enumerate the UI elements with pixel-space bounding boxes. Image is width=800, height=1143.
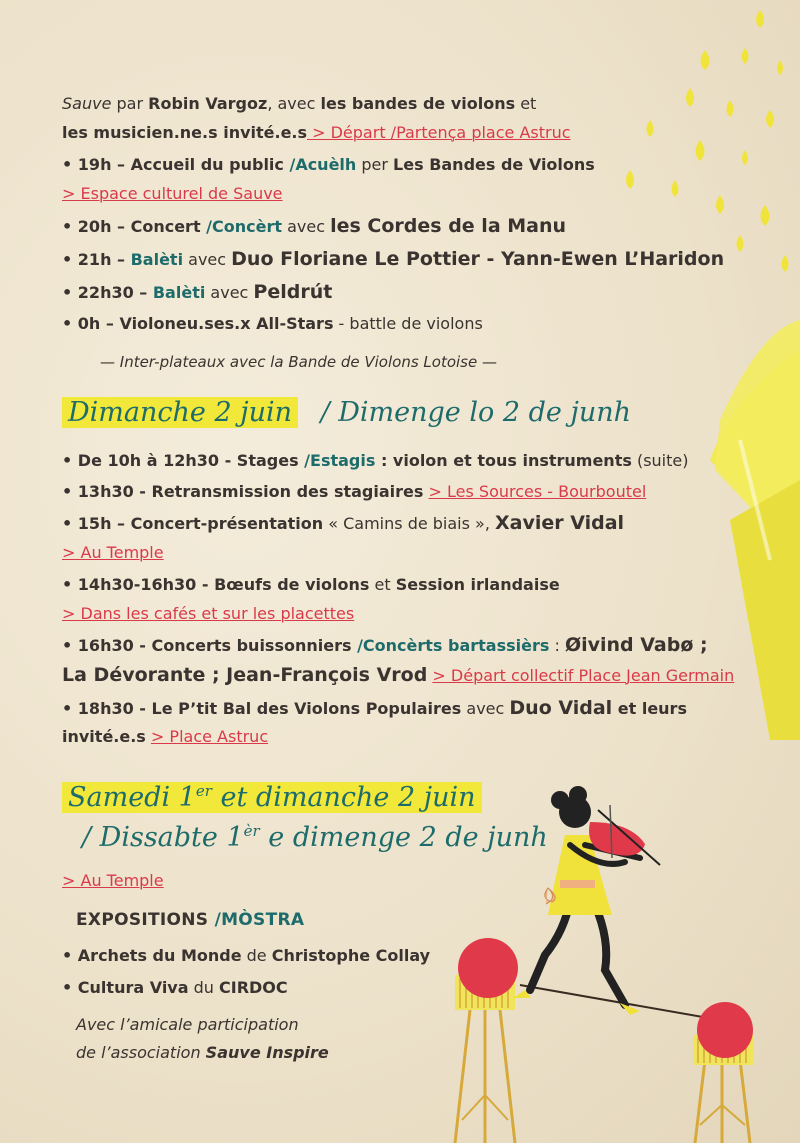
- weekend-title-sup: er: [195, 782, 212, 800]
- exhibitions-heading: [76, 910, 304, 930]
- connector-text: avec: [205, 283, 254, 302]
- time-label: • De 10h à 12h30 - Stages: [62, 451, 305, 470]
- association-name: Sauve Inspire: [205, 1043, 329, 1062]
- time-label: • 15h – Concert-présentation: [62, 514, 324, 533]
- intro-text: et: [515, 94, 537, 113]
- occitan-label: /Estagis: [304, 451, 376, 470]
- connector-text: du: [188, 978, 219, 997]
- weekend-title-fr: [62, 782, 482, 813]
- occitan-label: /Concèrts bartassièrs: [357, 636, 550, 655]
- artist-name: CIRDOC: [219, 978, 288, 997]
- schedule-location-line: [62, 183, 283, 205]
- sunday-heading: [62, 397, 631, 428]
- location-link[interactable]: > Espace culturel de Sauve: [62, 184, 283, 203]
- departure-link[interactable]: > Départ /Partença place Astruc: [307, 123, 571, 142]
- exhibition-name: • Archets du Monde: [62, 946, 242, 965]
- concert-title: « Camins de biais »,: [323, 514, 496, 533]
- connector-text: de: [241, 946, 272, 965]
- town-name: Sauve: [62, 94, 112, 113]
- sunday-item-stages: [62, 450, 688, 472]
- schedule-item-22h30: [62, 281, 332, 304]
- intro-text: par: [111, 94, 149, 113]
- performer-name: Peldrút: [253, 281, 333, 303]
- activity-text: : violon et tous instruments: [375, 451, 632, 470]
- time-label: • 0h – Violoneu.ses.x All-Stars: [62, 314, 334, 333]
- thanks-text: de l’association: [76, 1043, 206, 1062]
- weekend-location-line: [62, 870, 164, 892]
- weekend-title-part: / Dissabte 1: [82, 822, 244, 853]
- connector-text: per: [356, 155, 394, 174]
- location-link[interactable]: > Au Temple: [62, 543, 164, 562]
- occitan-label: /MÒSTRA: [214, 910, 305, 930]
- connector-text: avec: [183, 250, 232, 269]
- schedule-item-20h: [62, 215, 566, 238]
- sunday-location-line: [62, 603, 354, 625]
- weekend-heading-fr: [62, 782, 482, 813]
- time-label: • 19h – Accueil du public: [62, 155, 290, 174]
- time-label: • 20h – Concert: [62, 217, 207, 236]
- sunday-item-buissonniers: [62, 634, 708, 657]
- sunday-location-line: [62, 542, 164, 564]
- location-link[interactable]: > Au Temple: [62, 871, 164, 890]
- sunday-performers-line: [62, 664, 734, 687]
- activity-text: et leurs: [612, 699, 687, 718]
- location-link[interactable]: > Départ collectif Place Jean Germain: [432, 666, 735, 685]
- sunday-guests-line: [62, 726, 268, 748]
- intro-line-2: [62, 122, 571, 144]
- connector-text: et: [369, 575, 396, 594]
- sunday-item-boeufs: [62, 574, 560, 596]
- time-label: • 22h30 –: [62, 283, 153, 302]
- weekend-heading-oc: [82, 822, 548, 853]
- connector-text: avec: [461, 699, 510, 718]
- sunday-item-ptit-bal: [62, 697, 687, 720]
- time-label: • 14h30-16h30 - Bœufs de violons: [62, 575, 370, 594]
- activity-text: Session irlandaise: [395, 575, 560, 594]
- performer-name: La Dévorante ; Jean-François Vrod: [62, 664, 428, 686]
- performer-name: Duo Vidal: [509, 697, 613, 719]
- performer-name: les Cordes de la Manu: [330, 215, 567, 237]
- bands-name: les bandes de violons: [320, 94, 516, 113]
- time-label: • 18h30 - Le P’tit Bal des Violons Populaires: [62, 699, 462, 718]
- sunday-item-concert: [62, 512, 624, 535]
- thanks-line-2: [76, 1042, 329, 1064]
- exhibition-item-2: [62, 977, 288, 999]
- connector-text: avec: [282, 217, 331, 236]
- performer-name: Duo Floriane Le Pottier - Yann-Ewen L’Haridon: [231, 248, 725, 270]
- time-label: • 16h30 - Concerts buissonniers: [62, 636, 358, 655]
- time-label: • 21h –: [62, 250, 131, 269]
- artist-name: Christophe Collay: [271, 946, 431, 965]
- exhibition-name: • Cultura Viva: [62, 978, 189, 997]
- guests-text: invité.e.s: [62, 727, 146, 746]
- occitan-label: /Concèrt: [206, 217, 283, 236]
- schedule-item-19h: [62, 154, 595, 176]
- performer-name: Les Bandes de Violons: [393, 155, 595, 174]
- note-text: (suite): [631, 451, 689, 470]
- sunday-title-oc: / Dimenge lo 2 de junh: [320, 397, 631, 428]
- schedule-item-21h: [62, 248, 724, 271]
- guests-text: les musicien.ne.s invité.e.s: [62, 123, 308, 142]
- intro-line-1: [62, 93, 536, 115]
- performer-name: Xavier Vidal: [495, 512, 625, 534]
- location-link[interactable]: > Les Sources - Bourboutel: [428, 482, 647, 501]
- connector-text: - battle de violons: [333, 314, 483, 333]
- occitan-label: Balèti: [152, 283, 206, 302]
- sunday-title-fr: Dimanche 2 juin: [62, 397, 298, 428]
- weekend-title-part: e dimenge 2 de junh: [259, 822, 548, 853]
- interplateaux-note: — Inter-plateaux avec la Bande de Violons Lotoise —: [100, 353, 497, 371]
- occitan-label: Balèti: [130, 250, 184, 269]
- location-link[interactable]: > Dans les cafés et sur les placettes: [62, 604, 355, 623]
- organizer-name: Robin Vargoz: [148, 94, 268, 113]
- occitan-label: /Acuèlh: [289, 155, 357, 174]
- exhibition-item-1: [62, 945, 430, 967]
- yellow-drops-icon: [626, 10, 789, 272]
- thanks-line-1: Avec l’amicale participation: [76, 1015, 299, 1034]
- intro-text: , avec: [267, 94, 321, 113]
- schedule-item-0h: [62, 313, 483, 335]
- time-label: • 13h30 - Retransmission des stagiaires: [62, 482, 424, 501]
- sunday-item-retransmission: [62, 481, 646, 503]
- weekend-title-part: Samedi 1: [68, 782, 196, 813]
- weekend-title-sup: èr: [243, 822, 260, 840]
- performer-name: Øivind Vabø ;: [564, 634, 708, 656]
- location-link[interactable]: > Place Astruc: [150, 727, 269, 746]
- connector-text: :: [549, 636, 565, 655]
- weekend-title-part: et dimanche 2 juin: [211, 782, 476, 813]
- exhibitions-label: EXPOSITIONS: [76, 910, 215, 930]
